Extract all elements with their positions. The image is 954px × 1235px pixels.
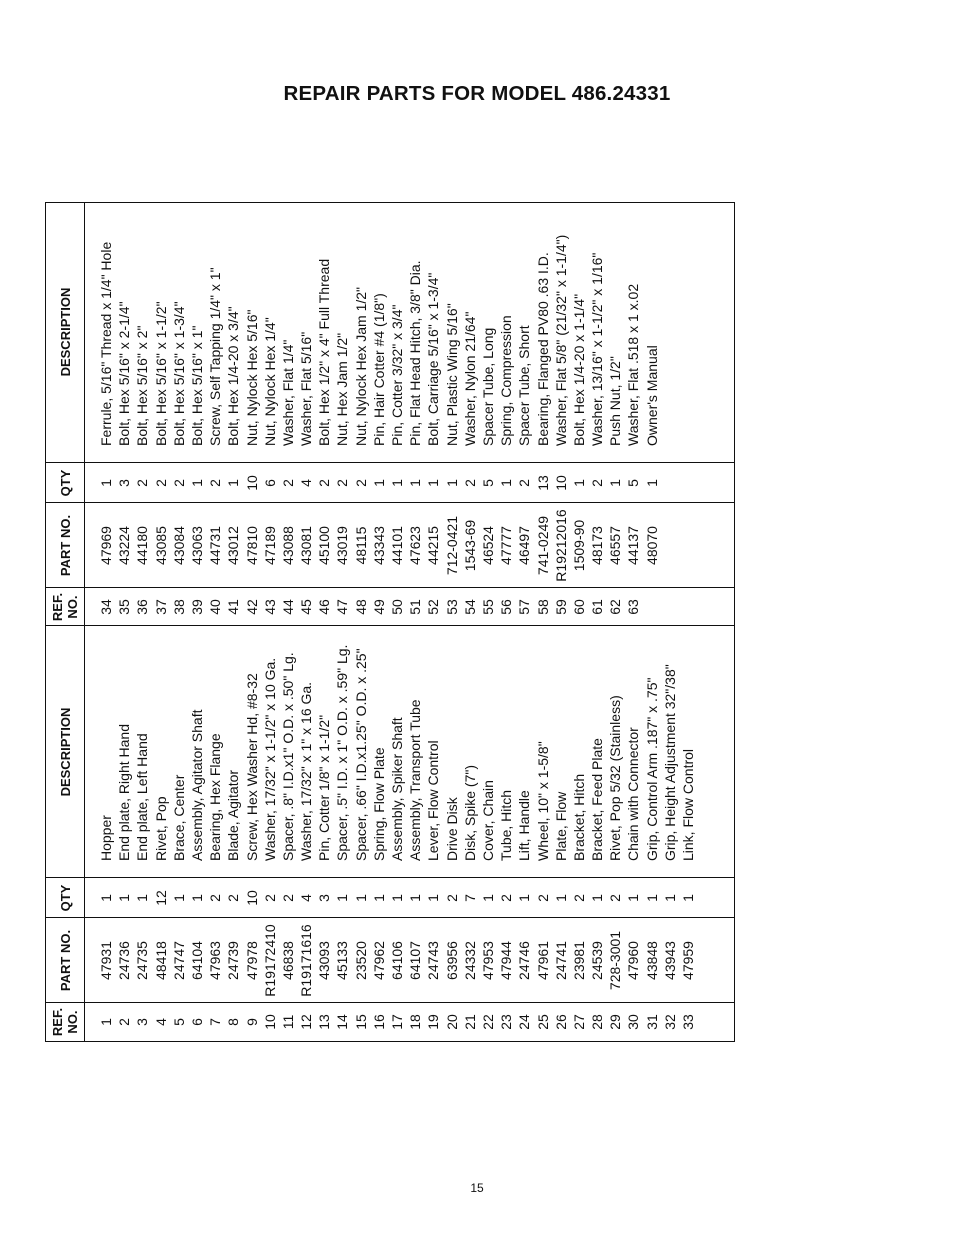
qty-cell: 2 — [607, 894, 624, 902]
description-cell: Bolt, Hex 5/16" x 1-3/4" — [170, 301, 187, 446]
header-qty-left: QTY — [57, 884, 73, 912]
ref-no-cell: 23 — [498, 1014, 515, 1030]
qty-cell: 2 — [461, 479, 478, 487]
part-no-cell: 47189 — [261, 526, 278, 565]
ref-no-cell: 52 — [425, 599, 442, 615]
part-no-cell: 48070 — [643, 526, 660, 565]
qty-cell: 1 — [479, 894, 496, 902]
part-no-cell: 24743 — [425, 941, 442, 980]
ref-no-cell: 24 — [516, 1014, 533, 1030]
ref-no-cell: 50 — [389, 599, 405, 615]
ref-no-cell: 49 — [370, 599, 387, 615]
description-cell: Bracket, Feed Plate — [589, 738, 606, 861]
qty-cell: 1 — [607, 479, 624, 487]
qty-cell: 2 — [443, 894, 460, 902]
qty-cell: 1 — [389, 894, 405, 902]
ref-no-cell: 4 — [152, 1018, 169, 1026]
part-no-cell: 47931 — [98, 941, 114, 980]
part-no-cell: 47960 — [625, 941, 642, 980]
ref-no-cell: 40 — [207, 599, 224, 615]
ref-no-cell: 48 — [352, 599, 369, 615]
header-rule — [84, 203, 85, 1041]
part-no-cell: R19171616 — [298, 924, 315, 997]
ref-no-cell: 6 — [188, 1018, 205, 1026]
ref-column-left — [97, 1003, 697, 1041]
ref-no-cell: 8 — [225, 1018, 242, 1026]
part-no-cell: 47953 — [479, 941, 496, 980]
qty-cell: 3 — [316, 894, 333, 902]
part-no-cell: 24746 — [516, 941, 533, 980]
description-cell: Bracket, Hitch — [570, 773, 587, 861]
part-no-cell: 45133 — [334, 941, 351, 980]
ref-no-cell: 18 — [407, 1014, 424, 1030]
ref-no-cell: 10 — [261, 1014, 278, 1030]
qty-cell: 2 — [352, 479, 369, 487]
ref-no-cell: 58 — [534, 599, 551, 615]
part-no-cell: 24747 — [170, 941, 187, 980]
description-cell: Nut, Plastic Wing 5/16" — [443, 303, 460, 446]
ref-no-cell: 34 — [98, 599, 114, 615]
ref-no-cell: 42 — [243, 599, 260, 615]
qty-cell: 7 — [461, 894, 478, 902]
description-cell: Bolt, Hex 1/4-20 x 3/4" — [225, 306, 242, 446]
qty-cell: 1 — [170, 894, 187, 902]
qty-cell: 1 — [425, 479, 442, 487]
ref-column-right — [97, 588, 643, 626]
description-cell: Spacer, .66" I.D.x1.25" O.D. x .25" — [352, 648, 369, 861]
qty-cell: 1 — [589, 894, 606, 902]
part-no-cell: 46557 — [607, 526, 624, 565]
part-column-left — [97, 918, 697, 1003]
part-no-cell: 43019 — [334, 526, 351, 565]
ref-no-cell: 45 — [298, 599, 315, 615]
ref-no-cell: 1 — [98, 1018, 114, 1026]
part-no-cell: 47959 — [680, 941, 696, 980]
description-cell: Washer, 17/32" x 1-1/2" x 10 Ga. — [261, 657, 278, 861]
header-part-no-right: PART NO. — [57, 514, 73, 577]
qty-cell: 2 — [225, 894, 242, 902]
description-cell: Drive Disk — [443, 797, 460, 861]
qty-cell: 2 — [516, 479, 533, 487]
qty-cell: 1 — [370, 894, 387, 902]
ref-no-cell: 29 — [607, 1014, 624, 1030]
part-no-cell: 24332 — [461, 941, 478, 980]
description-cell: Bolt, Hex 1/4-20 x 1-1/4" — [570, 293, 587, 446]
qty-cell: 2 — [316, 479, 333, 487]
description-cell: Spring, Compression — [498, 315, 515, 446]
qty-cell: 6 — [261, 479, 278, 487]
ref-no-cell: 54 — [461, 599, 478, 615]
description-cell: Bolt, Hex 5/16" x 1" — [188, 325, 205, 446]
qty-cell: 1 — [425, 894, 442, 902]
part-no-cell: 43224 — [116, 526, 133, 565]
part-column-right — [97, 503, 661, 588]
ref-no-cell: 16 — [370, 1014, 387, 1030]
description-cell: Spring, Flow Plate — [370, 747, 387, 861]
ref-no-cell: 61 — [589, 599, 606, 615]
description-cell: End plate, Left Hand — [134, 733, 151, 861]
ref-no-cell: 39 — [188, 599, 205, 615]
repair-parts-table — [45, 202, 735, 1042]
ref-no-cell: 38 — [170, 599, 187, 615]
ref-no-cell: 3 — [134, 1018, 151, 1026]
qty-cell: 1 — [334, 894, 351, 902]
ref-no-cell: 59 — [552, 599, 569, 615]
qty-cell: 1 — [680, 894, 696, 902]
qty-cell: 2 — [589, 479, 606, 487]
qty-cell: 1 — [116, 894, 133, 902]
ref-no-cell: 44 — [279, 599, 296, 615]
description-cell: Chain with Connector — [625, 727, 642, 861]
description-cell: Rivet, Pop 5/32 (Stainless) — [607, 695, 624, 861]
ref-no-cell: 36 — [134, 599, 151, 615]
part-no-cell: 47978 — [243, 941, 260, 980]
qty-cell: 2 — [570, 894, 587, 902]
description-cell: Screw, Hex Washer Hd, #8-32 — [243, 673, 260, 861]
ref-no-cell: 28 — [589, 1014, 606, 1030]
qty-cell: 1 — [352, 894, 369, 902]
ref-no-cell: 62 — [607, 599, 624, 615]
ref-no-cell: 56 — [498, 599, 515, 615]
description-cell: Brace, Center — [170, 774, 187, 861]
qty-cell: 10 — [243, 475, 260, 491]
description-cell: Washer, Flat .518 x 1 x.02 — [625, 283, 642, 446]
ref-no-cell: 9 — [243, 1018, 260, 1026]
qty-cell: 1 — [643, 479, 660, 487]
qty-cell: 1 — [389, 479, 405, 487]
qty-cell: 1 — [443, 479, 460, 487]
description-cell: Pin, Flat Head Hitch, 3/8" Dia. — [407, 260, 424, 446]
part-no-cell: 712-0421 — [443, 515, 460, 576]
description-cell: Bolt, Hex 1/2" x 4" Full Thread — [316, 258, 333, 446]
description-cell: Spacer Tube, Short — [516, 325, 533, 446]
part-no-cell: 741-0249 — [534, 515, 551, 576]
qty-cell: 2 — [279, 894, 296, 902]
description-cell: Blade, Agitator — [225, 769, 242, 861]
description-cell: Pin, Cotter 1/8" x 1-1/2" — [316, 714, 333, 861]
part-no-cell: 64107 — [407, 941, 424, 980]
part-no-cell: 47963 — [207, 941, 224, 980]
ref-no-cell: 60 — [570, 599, 587, 615]
part-no-cell: 48115 — [352, 526, 369, 565]
qty-cell: 1 — [570, 479, 587, 487]
part-no-cell: 24735 — [134, 941, 151, 980]
description-cell: Hopper — [98, 815, 114, 861]
page-number: 15 — [470, 1181, 484, 1195]
description-cell: Grip, Height Adjustment 32"/38" — [661, 664, 678, 861]
ref-no-cell: 7 — [207, 1018, 224, 1026]
qty-cell: 5 — [479, 479, 496, 487]
qty-cell: 10 — [243, 890, 260, 906]
description-cell: Bearing, Hex Flange — [207, 733, 224, 861]
description-cell: Plate, Flow — [552, 791, 569, 861]
description-cell: Screw, Self Tapping 1/4" x 1" — [207, 267, 224, 446]
part-no-cell: 43848 — [643, 941, 660, 980]
part-no-cell: 47969 — [98, 526, 114, 565]
description-cell: Lift, Handle — [516, 790, 533, 861]
description-cell: Assembly, Spiker Shaft — [389, 717, 405, 861]
part-no-cell: 43088 — [279, 526, 296, 565]
description-cell: Wheel, 10" x 1-5/8" — [534, 741, 551, 861]
ref-no-cell: 47 — [334, 599, 351, 615]
description-cell: Washer, Flat 5/16" — [298, 331, 315, 446]
part-no-cell: 43343 — [370, 526, 387, 565]
desc-column-right — [97, 201, 661, 446]
description-cell: Nut, Nylock Hex 5/16" — [243, 309, 260, 446]
description-cell: Washer, 13/16" x 1-1/2" x 1/16" — [589, 252, 606, 446]
qty-cell: 1 — [661, 894, 678, 902]
part-no-cell: R19212016 — [552, 509, 569, 582]
header-part-no-left: PART NO. — [57, 929, 73, 992]
ref-no-cell: 35 — [116, 599, 133, 615]
header-ref-no-left: REF. NO. — [50, 1007, 80, 1037]
description-cell: Nut, Hex Jam 1/2" — [334, 332, 351, 446]
part-no-cell: 43943 — [661, 941, 678, 980]
description-cell: Pin, Hair Cotter #4 (1/8") — [370, 293, 387, 446]
description-cell: End plate, Right Hand — [116, 724, 133, 861]
part-no-cell: 47962 — [370, 941, 387, 980]
header-description-right: DESCRIPTION — [57, 287, 73, 377]
part-no-cell: 47777 — [498, 526, 515, 565]
ref-no-cell: 57 — [516, 599, 533, 615]
qty-cell: 1 — [516, 894, 533, 902]
part-no-cell: 44180 — [134, 526, 151, 565]
ref-no-cell: 19 — [425, 1014, 442, 1030]
qty-cell: 13 — [534, 475, 551, 491]
part-no-cell: 63956 — [443, 941, 460, 980]
desc-column-left — [97, 626, 697, 861]
qty-cell: 2 — [334, 479, 351, 487]
qty-cell: 10 — [552, 475, 569, 491]
part-no-cell: 43085 — [152, 526, 169, 565]
ref-no-cell: 41 — [225, 599, 242, 615]
qty-cell: 1 — [188, 894, 205, 902]
description-cell: Assembly, Agitator Shaft — [188, 709, 205, 861]
part-no-cell: 46838 — [279, 941, 296, 980]
part-no-cell: 64106 — [389, 941, 405, 980]
description-cell: Washer, 17/32" x 1" x 16 Ga. — [298, 681, 315, 861]
header-qty-right: QTY — [57, 469, 73, 497]
part-no-cell: 1509-90 — [570, 519, 587, 572]
qty-cell: 12 — [152, 890, 169, 906]
description-cell: Push Nut, 1/2" — [607, 356, 624, 446]
ref-no-cell: 25 — [534, 1014, 551, 1030]
part-no-cell: 1543-69 — [461, 519, 478, 572]
ref-no-cell: 17 — [389, 1014, 405, 1030]
part-no-cell: 23981 — [570, 941, 587, 980]
description-cell: Ferrule, 5/16" Thread x 1/4" Hole — [98, 241, 114, 446]
ref-no-cell: 21 — [461, 1014, 478, 1030]
part-no-cell: 45100 — [316, 526, 333, 565]
description-cell: Spacer Tube, Long — [479, 327, 496, 446]
qty-cell: 2 — [170, 479, 187, 487]
qty-cell: 1 — [407, 479, 424, 487]
qty-cell: 1 — [625, 894, 642, 902]
ref-no-cell: 43 — [261, 599, 278, 615]
part-no-cell: 44137 — [625, 526, 642, 565]
qty-column-right — [97, 463, 661, 503]
ref-no-cell: 27 — [570, 1014, 587, 1030]
part-no-cell: 44215 — [425, 526, 442, 565]
part-no-cell: 44101 — [389, 526, 405, 565]
description-cell: Bolt, Carriage 5/16" x 1-3/4" — [425, 272, 442, 446]
part-no-cell: 46524 — [479, 526, 496, 565]
qty-cell: 2 — [261, 894, 278, 902]
ref-no-cell: 37 — [152, 599, 169, 615]
ref-no-cell: 15 — [352, 1014, 369, 1030]
qty-cell: 2 — [498, 894, 515, 902]
qty-cell: 4 — [298, 894, 315, 902]
part-no-cell: 43081 — [298, 526, 315, 565]
description-cell: Bolt, Hex 5/16" x 2-1/4" — [116, 301, 133, 446]
description-cell: Disk, Spike (7") — [461, 765, 478, 861]
ref-no-cell: 26 — [552, 1014, 569, 1030]
part-no-cell: 24739 — [225, 941, 242, 980]
description-cell: Owner's Manual — [643, 345, 660, 446]
qty-cell: 1 — [98, 479, 114, 487]
header-description-left: DESCRIPTION — [57, 707, 73, 797]
ref-no-cell: 2 — [116, 1018, 133, 1026]
part-no-cell: 48173 — [589, 526, 606, 565]
ref-no-cell: 14 — [334, 1014, 351, 1030]
part-no-cell: 47623 — [407, 526, 424, 565]
description-cell: Bolt, Hex 5/16" x 2" — [134, 325, 151, 446]
qty-cell: 1 — [188, 479, 205, 487]
qty-cell: 2 — [207, 894, 224, 902]
part-no-cell: 43012 — [225, 526, 242, 565]
page-title: REPAIR PARTS FOR MODEL 486.24331 — [283, 82, 671, 105]
description-cell: Washer, Flat 1/4" — [279, 339, 296, 446]
description-cell: Link, Flow Control — [680, 748, 696, 861]
ref-no-cell: 63 — [625, 599, 642, 615]
part-no-cell: R19172410 — [261, 924, 278, 997]
ref-no-cell: 53 — [443, 599, 460, 615]
qty-cell: 2 — [279, 479, 296, 487]
qty-cell: 1 — [98, 894, 114, 902]
part-no-cell: 23520 — [352, 941, 369, 980]
ref-no-cell: 33 — [680, 1014, 696, 1030]
ref-no-cell: 32 — [661, 1014, 678, 1030]
ref-no-cell: 20 — [443, 1014, 460, 1030]
ref-no-cell: 12 — [298, 1014, 315, 1030]
qty-cell: 2 — [152, 479, 169, 487]
part-no-cell: 24736 — [116, 941, 133, 980]
part-no-cell: 47810 — [243, 526, 260, 565]
description-cell: Bearing, Flanged PV80 .63 I.D. — [534, 252, 551, 446]
qty-cell: 2 — [207, 479, 224, 487]
part-no-cell: 44731 — [207, 526, 224, 565]
part-no-cell: 64104 — [188, 941, 205, 980]
description-cell: Pin, Cotter 3/32" x 3/4" — [389, 304, 405, 446]
qty-cell: 3 — [116, 479, 133, 487]
ref-no-cell: 30 — [625, 1014, 642, 1030]
description-cell: Cover, Chain — [479, 780, 496, 861]
part-no-cell: 24539 — [589, 941, 606, 980]
qty-cell: 1 — [498, 479, 515, 487]
description-cell: Grip, Control Arm .187" x .75" — [643, 677, 660, 861]
description-cell: Rivet, Pop — [152, 796, 169, 861]
qty-cell: 4 — [298, 479, 315, 487]
ref-no-cell: 5 — [170, 1018, 187, 1026]
qty-cell: 2 — [134, 479, 151, 487]
ref-no-cell: 22 — [479, 1014, 496, 1030]
qty-cell: 1 — [552, 894, 569, 902]
description-cell: Assembly, Transport Tube — [407, 699, 424, 861]
description-cell: Washer, Flat 5/8" (21/32" x 1-1/4") — [552, 234, 569, 446]
part-no-cell: 43063 — [188, 526, 205, 565]
part-no-cell: 43093 — [316, 941, 333, 980]
description-cell: Tube, Hitch — [498, 789, 515, 861]
part-no-cell: 48418 — [152, 941, 169, 980]
qty-cell: 1 — [407, 894, 424, 902]
ref-no-cell: 13 — [316, 1014, 333, 1030]
description-cell: Nut, Nylock Hex 1/4" — [261, 317, 278, 446]
ref-no-cell: 51 — [407, 599, 424, 615]
description-cell: Nut, Nylock Hex Jam 1/2" — [352, 286, 369, 446]
part-no-cell: 47944 — [498, 941, 515, 980]
qty-cell: 1 — [643, 894, 660, 902]
ref-no-cell: 11 — [279, 1014, 296, 1030]
qty-cell: 1 — [134, 894, 151, 902]
qty-cell: 1 — [370, 479, 387, 487]
description-cell: Spacer, .5" I.D. x 1" O.D. x .59" Lg. — [334, 644, 351, 861]
ref-no-cell: 46 — [316, 599, 333, 615]
part-no-cell: 728-3001 — [607, 930, 624, 991]
description-cell: Lever, Flow Control — [425, 740, 442, 861]
description-cell: Washer, Nylon 21/64" — [461, 311, 478, 446]
ref-no-cell: 31 — [643, 1014, 660, 1030]
qty-cell: 2 — [534, 894, 551, 902]
part-no-cell: 47961 — [534, 941, 551, 980]
description-cell: Bolt, Hex 5/16" x 1-1/2" — [152, 301, 169, 446]
qty-column-left — [97, 878, 697, 918]
part-no-cell: 46497 — [516, 526, 533, 565]
part-no-cell: 43084 — [170, 526, 187, 565]
part-no-cell: 24741 — [552, 941, 569, 980]
qty-cell: 1 — [225, 479, 242, 487]
header-ref-no-right: REF. NO. — [50, 592, 80, 622]
qty-cell: 5 — [625, 479, 642, 487]
description-cell: Spacer, .8" I.D.x1" O.D. x .50" Lg. — [279, 652, 296, 861]
ref-no-cell: 55 — [479, 599, 496, 615]
